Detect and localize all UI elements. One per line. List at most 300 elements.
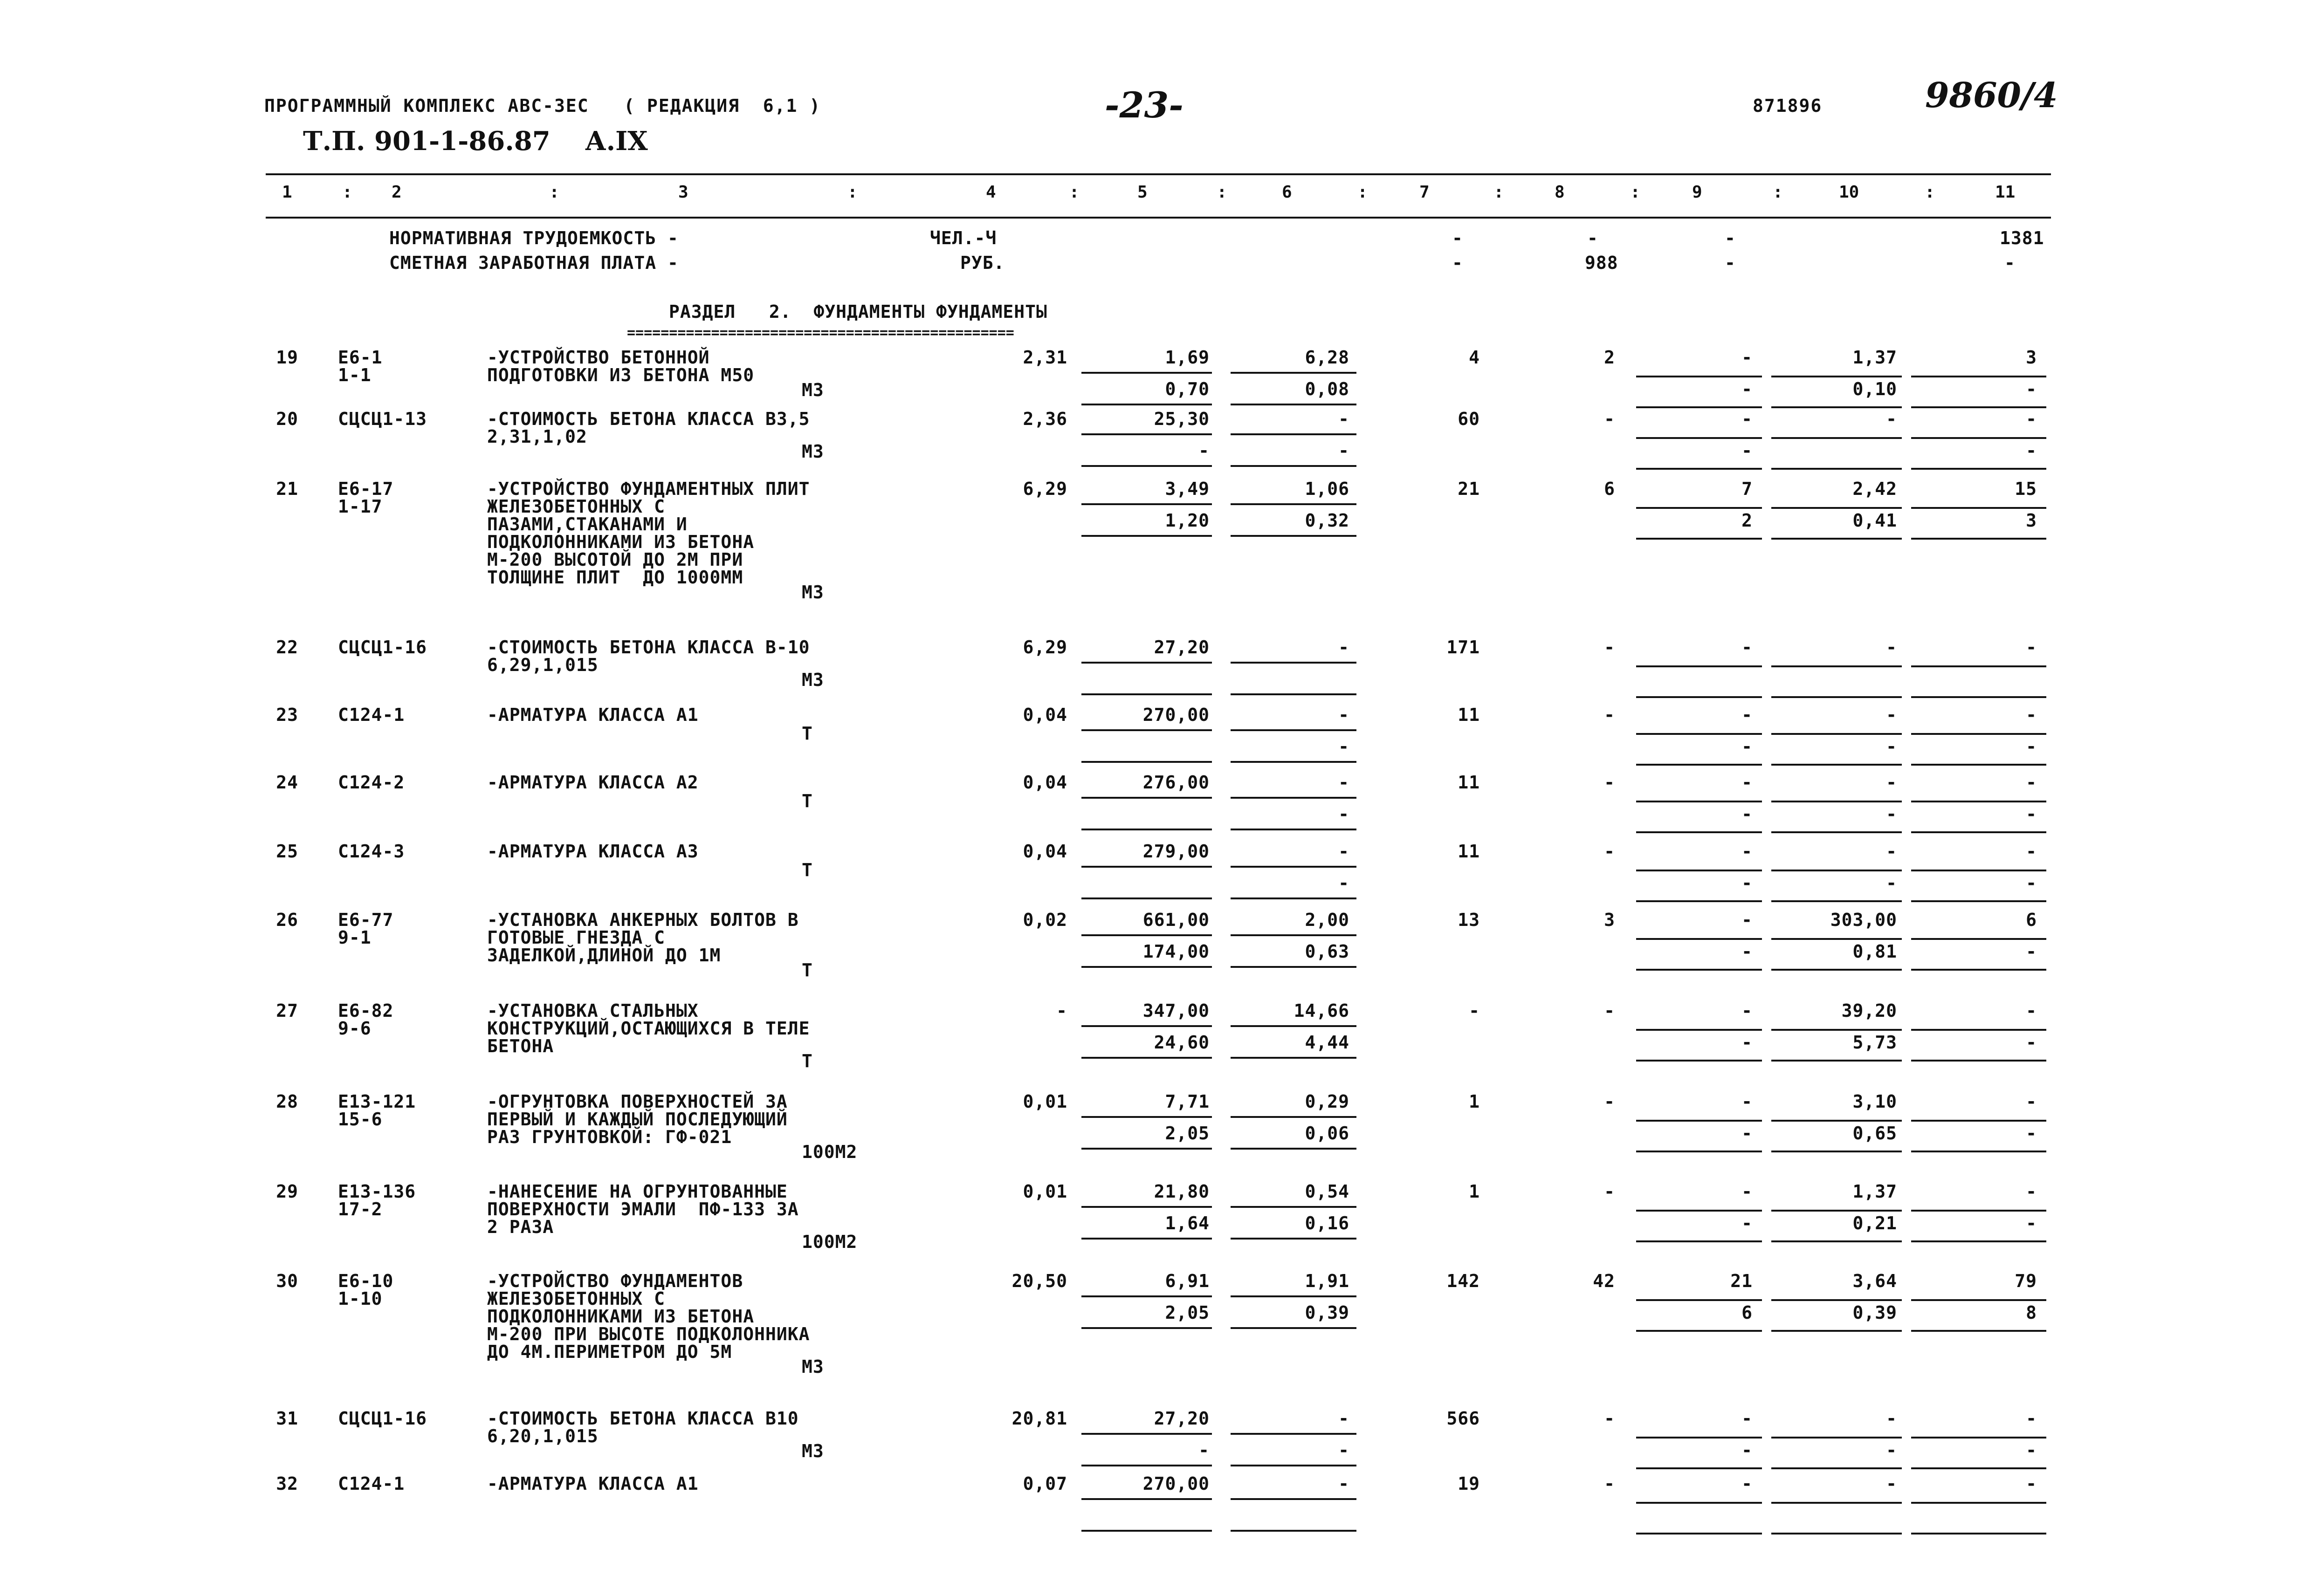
row-total-wage: 42 — [1593, 1271, 1615, 1291]
row-unit-price: 3,49 — [1165, 479, 1210, 499]
section-title: РАЗДЕЛ 2. ФУНДАМЕНТЫ ФУНДАМЕНТЫ — [669, 301, 1047, 322]
row-labor-total-second: - — [2026, 1123, 2037, 1144]
machine-divider-lower — [1636, 406, 1762, 408]
wage-divider-lower — [1231, 1530, 1356, 1532]
program-title: ПРОГРАММНЫЙ КОМПЛЕКС АВС-ЗЕС ( РЕДАКЦИЯ 6,1 ) — [264, 96, 821, 116]
labor-divider-lower — [1771, 696, 1902, 698]
row-number: 22 — [276, 637, 298, 658]
labor-total-divider-lower — [1911, 696, 2046, 698]
row-machine-second: - — [1741, 1123, 1753, 1144]
labor-total-divider-lower — [1911, 1240, 2046, 1242]
price-divider — [1081, 1295, 1212, 1297]
row-quantity: 6,29 — [1023, 479, 1067, 499]
row-total-wage: - — [1604, 841, 1615, 862]
row-labor-unit: 2,42 — [1852, 479, 1897, 499]
labor-divider — [1771, 801, 1902, 802]
labor-divider-lower — [1771, 831, 1902, 833]
price-divider-lower — [1081, 1465, 1212, 1466]
price-divider-lower — [1081, 1327, 1212, 1329]
column-number-7: 7 — [1419, 183, 1430, 202]
row-description: БЕТОНА — [487, 1036, 554, 1056]
column-separator: : — [1069, 183, 1080, 202]
price-divider — [1081, 934, 1212, 936]
machine-divider-lower — [1636, 538, 1762, 540]
machine-divider-lower — [1636, 1240, 1762, 1242]
column-separator: : — [1773, 183, 1783, 202]
row-labor-total: - — [2026, 1091, 2037, 1112]
row-description: -УСТРОЙСТВО ФУНДАМЕНТНЫХ ПЛИТ — [487, 479, 810, 499]
column-number-11: 11 — [1995, 183, 2016, 202]
row-unit-price: 25,30 — [1154, 409, 1210, 429]
labor-divider-lower — [1771, 1151, 1902, 1152]
row-total-cost: 13 — [1458, 910, 1480, 930]
row-machine-cost: - — [1741, 1408, 1753, 1429]
row-description: -НАНЕСЕНИЕ НА ОГРУНТОВАННЫЕ — [487, 1181, 788, 1202]
row-machine-second: 6 — [1741, 1302, 1753, 1323]
column-separator: : — [847, 183, 858, 202]
row-description: ТОЛЩИНЕ ПЛИТ ДО 1000ММ — [487, 567, 743, 588]
row-machine-cost: - — [1741, 409, 1753, 429]
labor-divider-lower — [1771, 1330, 1902, 1332]
labor-total-divider — [1911, 1299, 2046, 1301]
labor-unit: ЧЕЛ.-Ч — [930, 228, 997, 248]
row-code: С124-1 — [338, 1473, 405, 1494]
row-total-cost: 11 — [1458, 772, 1480, 793]
row-labor-unit-second: 0,39 — [1852, 1302, 1897, 1323]
wage-divider — [1231, 1025, 1356, 1027]
row-total-wage: 6 — [1604, 479, 1615, 499]
labor-divider-lower — [1771, 468, 1902, 470]
row-description: -СТОИМОСТЬ БЕТОНА КЛАССА В3,5 — [487, 409, 810, 429]
row-unit: Т — [802, 960, 813, 980]
wage-divider — [1231, 866, 1356, 868]
wage-c11: - — [2004, 253, 2016, 273]
row-labor-unit-second: - — [1886, 873, 1897, 893]
row-total-cost: 1 — [1469, 1181, 1480, 1202]
row-wage-price-second: - — [1338, 736, 1349, 757]
row-labor-total-second: - — [2026, 1440, 2037, 1460]
row-labor-unit: 1,37 — [1852, 1181, 1897, 1202]
row-unit-price: 6,91 — [1165, 1271, 1210, 1291]
wage-divider — [1231, 797, 1356, 799]
row-code-sub: 1-10 — [338, 1288, 383, 1309]
row-unit: 100М2 — [802, 1142, 858, 1162]
row-machine-cost: - — [1741, 1181, 1753, 1202]
row-unit: Т — [802, 1051, 813, 1071]
row-labor-unit: - — [1886, 1473, 1897, 1494]
labor-divider — [1771, 1120, 1902, 1122]
row-unit-price-second: 1,20 — [1165, 510, 1210, 531]
price-divider — [1081, 1433, 1212, 1435]
column-separator: : — [549, 183, 559, 202]
price-divider-lower — [1081, 404, 1212, 405]
row-machine-cost: - — [1741, 347, 1753, 368]
row-wage-price: 0,29 — [1305, 1091, 1349, 1112]
row-total-wage: - — [1604, 1000, 1615, 1021]
labor-total-divider — [1911, 801, 2046, 802]
row-machine-second: - — [1741, 941, 1753, 962]
row-labor-unit: - — [1886, 637, 1897, 658]
row-total-wage: - — [1604, 705, 1615, 725]
row-description: -УСТРОЙСТВО ФУНДАМЕНТОВ — [487, 1271, 743, 1291]
row-description: ДО 4М.ПЕРИМЕТРОМ ДО 5М — [487, 1342, 732, 1362]
row-labor-unit-second: - — [1886, 736, 1897, 757]
document-code: 871896 — [1753, 96, 1823, 116]
row-code: Е6-82 — [338, 1000, 394, 1021]
row-number: 20 — [276, 409, 298, 429]
row-total-cost: 142 — [1446, 1271, 1480, 1291]
row-description: М-200 ВЫСОТОЙ ДО 2М ПРИ — [487, 549, 743, 570]
row-labor-unit: - — [1886, 841, 1897, 862]
row-machine-second: - — [1741, 440, 1753, 461]
row-code: С124-1 — [338, 705, 405, 725]
price-divider-lower — [1081, 829, 1212, 830]
row-labor-unit: 3,64 — [1852, 1271, 1897, 1291]
row-total-wage: - — [1604, 409, 1615, 429]
row-total-wage: - — [1604, 1473, 1615, 1494]
row-code: СЦСЦ1-13 — [338, 409, 427, 429]
row-description: -УСТРОЙСТВО БЕТОННОЙ — [487, 347, 710, 368]
row-wage-price: - — [1338, 705, 1349, 725]
labor-total-divider-lower — [1911, 1060, 2046, 1062]
machine-divider — [1636, 801, 1762, 802]
labor-total-divider — [1911, 507, 2046, 509]
row-machine-cost: - — [1741, 637, 1753, 658]
labor-total-divider — [1911, 1210, 2046, 1212]
row-quantity: 0,01 — [1023, 1181, 1067, 1202]
row-total-wage: 3 — [1604, 910, 1615, 930]
row-machine-second: - — [1741, 1440, 1753, 1460]
row-description: -УСТАНОВКА СТАЛЬНЫХ — [487, 1000, 699, 1021]
machine-divider-lower — [1636, 764, 1762, 766]
row-wage-price: - — [1338, 1408, 1349, 1429]
price-divider — [1081, 1025, 1212, 1027]
labor-total-divider — [1911, 1029, 2046, 1031]
row-wage-price-second: 0,32 — [1305, 510, 1349, 531]
row-code: СЦСЦ1-16 — [338, 637, 427, 658]
row-labor-total-second: - — [2026, 1213, 2037, 1233]
row-wage-price: 0,54 — [1305, 1181, 1349, 1202]
row-quantity: 20,50 — [1012, 1271, 1067, 1291]
row-unit-price-second: 174,00 — [1142, 941, 1210, 962]
row-total-cost: 171 — [1446, 637, 1480, 658]
row-machine-second: - — [1741, 873, 1753, 893]
row-description: ЗАДЕЛКОЙ,ДЛИНОЙ ДО 1М — [487, 945, 721, 966]
row-wage-price: - — [1338, 1473, 1349, 1494]
row-labor-unit-second: 0,81 — [1852, 941, 1897, 962]
row-labor-total: - — [2026, 1473, 2037, 1494]
machine-divider — [1636, 1029, 1762, 1031]
row-total-cost: - — [1469, 1000, 1480, 1021]
row-description: -СТОИМОСТЬ БЕТОНА КЛАССА В10 — [487, 1408, 799, 1429]
column-separator: : — [1925, 183, 1935, 202]
row-description: -АРМАТУРА КЛАССА А1 — [487, 1473, 699, 1494]
row-description: ПОВЕРХНОСТИ ЭМАЛИ ПФ-133 ЗА — [487, 1199, 799, 1219]
row-description: ГОТОВЫЕ ГНЕЗДА С — [487, 927, 666, 948]
row-labor-unit: - — [1886, 1408, 1897, 1429]
labor-divider — [1771, 1437, 1902, 1438]
row-number: 24 — [276, 772, 298, 793]
row-unit-price: 7,71 — [1165, 1091, 1210, 1112]
row-code: Е13-121 — [338, 1091, 416, 1112]
row-total-cost: 21 — [1458, 479, 1480, 499]
wage-divider — [1231, 662, 1356, 664]
labor-divider — [1771, 437, 1902, 439]
labor-total-divider-lower — [1911, 1533, 2046, 1534]
row-wage-price-second: 0,63 — [1305, 941, 1349, 962]
labor-divider — [1771, 733, 1902, 735]
row-labor-total-second: - — [2026, 804, 2037, 824]
row-code-sub: 9-6 — [338, 1018, 372, 1039]
header-bottom-rule — [266, 217, 2051, 219]
column-number-8: 8 — [1555, 183, 1565, 202]
row-wage-price: 1,91 — [1305, 1271, 1349, 1291]
wage-divider — [1231, 1295, 1356, 1297]
wage-divider-lower — [1231, 1057, 1356, 1059]
row-labor-unit: 39,20 — [1841, 1000, 1897, 1021]
row-machine-cost: - — [1741, 705, 1753, 725]
header-top-rule — [266, 173, 2051, 175]
row-total-cost: 60 — [1458, 409, 1480, 429]
column-separator: : — [1630, 183, 1640, 202]
row-code: Е6-17 — [338, 479, 394, 499]
wage-divider — [1231, 372, 1356, 374]
row-quantity: 20,81 — [1012, 1408, 1067, 1429]
wage-divider-lower — [1231, 535, 1356, 537]
machine-divider — [1636, 870, 1762, 871]
row-description: -ОГРУНТОВКА ПОВЕРХНОСТЕЙ ЗА — [487, 1091, 788, 1112]
row-quantity: 0,02 — [1023, 910, 1067, 930]
row-code: СЦСЦ1-16 — [338, 1408, 427, 1429]
labor-divider — [1771, 938, 1902, 940]
row-total-wage: - — [1604, 637, 1615, 658]
wage-divider-lower — [1231, 1327, 1356, 1329]
row-machine-cost: - — [1741, 1000, 1753, 1021]
row-quantity: 0,04 — [1023, 772, 1067, 793]
price-divider-lower — [1081, 535, 1212, 537]
labor-c9: - — [1725, 228, 1736, 248]
row-machine-cost: - — [1741, 1473, 1753, 1494]
row-quantity: 2,31 — [1023, 347, 1067, 368]
labor-divider — [1771, 1502, 1902, 1504]
column-separator: : — [1217, 183, 1227, 202]
machine-divider — [1636, 507, 1762, 509]
row-unit: М3 — [802, 670, 824, 690]
row-quantity: 0,04 — [1023, 705, 1067, 725]
labor-divider-lower — [1771, 1467, 1902, 1469]
project-code: Т.П. 901-1-86.87 — [303, 126, 550, 157]
column-number-4: 4 — [986, 183, 996, 202]
labor-divider-lower — [1771, 1060, 1902, 1062]
row-code-sub: 15-6 — [338, 1109, 383, 1130]
row-labor-unit-second: 0,41 — [1852, 510, 1897, 531]
row-unit-price-second: - — [1198, 1440, 1210, 1460]
row-number: 29 — [276, 1181, 298, 1202]
row-description: ПЕРВЫЙ И КАЖДЫЙ ПОСЛЕДУЮЩИЙ — [487, 1109, 788, 1130]
row-total-cost: 566 — [1446, 1408, 1480, 1429]
labor-divider — [1771, 1299, 1902, 1301]
wage-divider — [1231, 1498, 1356, 1500]
labor-total-divider — [1911, 437, 2046, 439]
labor-divider — [1771, 376, 1902, 377]
wage-divider-lower — [1231, 897, 1356, 899]
row-labor-total: - — [2026, 1000, 2037, 1021]
row-number: 25 — [276, 841, 298, 862]
labor-total-divider-lower — [1911, 406, 2046, 408]
labor-divider — [1771, 870, 1902, 871]
row-unit-price-second: 0,70 — [1165, 379, 1210, 399]
labor-divider — [1771, 507, 1902, 509]
page-number: -23- — [1105, 84, 1184, 126]
labor-divider-lower — [1771, 969, 1902, 971]
row-labor-unit-second: 0,21 — [1852, 1213, 1897, 1233]
row-description: 6,29,1,015 — [487, 655, 599, 675]
machine-divider — [1636, 1120, 1762, 1122]
row-number: 27 — [276, 1000, 298, 1021]
labor-divider-lower — [1771, 538, 1902, 540]
column-separator: : — [1493, 183, 1504, 202]
row-labor-unit-second: - — [1886, 804, 1897, 824]
row-machine-cost: - — [1741, 841, 1753, 862]
machine-divider — [1636, 1299, 1762, 1301]
row-quantity: 6,29 — [1023, 637, 1067, 658]
row-labor-total-second: - — [2026, 941, 2037, 962]
row-wage-price-second: 0,08 — [1305, 379, 1349, 399]
machine-divider — [1636, 1210, 1762, 1212]
row-description: -СТОИМОСТЬ БЕТОНА КЛАССА В-10 — [487, 637, 810, 658]
row-description: ПОДГОТОВКИ ИЗ БЕТОНА М50 — [487, 365, 755, 385]
wage-divider-lower — [1231, 1148, 1356, 1150]
machine-divider — [1636, 376, 1762, 377]
row-code: Е13-136 — [338, 1181, 416, 1202]
row-labor-unit: - — [1886, 409, 1897, 429]
row-code-sub: 9-1 — [338, 927, 372, 948]
row-unit: М3 — [802, 1356, 824, 1377]
wage-divider-lower — [1231, 1238, 1356, 1240]
machine-divider-lower — [1636, 831, 1762, 833]
column-number-3: 3 — [678, 183, 688, 202]
row-number: 19 — [276, 347, 298, 368]
row-wage-price: - — [1338, 772, 1349, 793]
price-divider-lower — [1081, 897, 1212, 899]
wage-divider-lower — [1231, 829, 1356, 830]
row-wage-price-second: 0,16 — [1305, 1213, 1349, 1233]
row-unit-price: 279,00 — [1142, 841, 1210, 862]
row-number: 23 — [276, 705, 298, 725]
price-divider — [1081, 797, 1212, 799]
row-labor-unit: 3,10 — [1852, 1091, 1897, 1112]
row-labor-total: 15 — [2015, 479, 2037, 499]
machine-divider-lower — [1636, 1533, 1762, 1534]
labor-total-divider — [1911, 938, 2046, 940]
price-divider-lower — [1081, 1148, 1212, 1150]
row-total-cost: 1 — [1469, 1091, 1480, 1112]
row-quantity: 0,04 — [1023, 841, 1067, 862]
row-description: РАЗ ГРУНТОВКОЙ: ГФ-021 — [487, 1127, 732, 1147]
column-number-1: 1 — [282, 183, 292, 202]
row-wage-price-second: 4,44 — [1305, 1032, 1349, 1053]
row-total-wage: - — [1604, 1408, 1615, 1429]
row-quantity: - — [1056, 1000, 1067, 1021]
row-wage-price-second: - — [1338, 804, 1349, 824]
price-divider-lower — [1081, 693, 1212, 695]
machine-divider-lower — [1636, 1151, 1762, 1152]
column-separator: : — [1357, 183, 1368, 202]
labor-c8: - — [1587, 228, 1598, 248]
row-description: КОНСТРУКЦИЙ,ОСТАЮЩИХСЯ В ТЕЛЕ — [487, 1018, 810, 1039]
price-divider-lower — [1081, 966, 1212, 968]
machine-divider — [1636, 1437, 1762, 1438]
machine-divider-lower — [1636, 969, 1762, 971]
row-unit-price-second: - — [1198, 440, 1210, 461]
row-machine-cost: 7 — [1741, 479, 1753, 499]
labor-divider — [1771, 1210, 1902, 1212]
column-number-5: 5 — [1137, 183, 1148, 202]
row-total-wage: - — [1604, 1091, 1615, 1112]
wage-divider-lower — [1231, 966, 1356, 968]
machine-divider — [1636, 437, 1762, 439]
row-labor-unit: - — [1886, 772, 1897, 793]
row-labor-total-second: - — [2026, 1032, 2037, 1053]
row-unit-price-second: 2,05 — [1165, 1302, 1210, 1323]
wage-divider — [1231, 433, 1356, 435]
row-wage-price: - — [1338, 409, 1349, 429]
price-divider — [1081, 433, 1212, 435]
wage-c8: 988 — [1585, 253, 1618, 273]
row-labor-total: 3 — [2026, 347, 2037, 368]
row-labor-total-second: 3 — [2026, 510, 2037, 531]
row-labor-total: - — [2026, 1408, 2037, 1429]
section-underline: ============================================== — [627, 325, 1014, 341]
row-code: Е6-77 — [338, 910, 394, 930]
machine-divider-lower — [1636, 696, 1762, 698]
price-divider-lower — [1081, 761, 1212, 763]
row-quantity: 2,36 — [1023, 409, 1067, 429]
row-unit-price-second: 2,05 — [1165, 1123, 1210, 1144]
row-unit-price: 347,00 — [1142, 1000, 1210, 1021]
row-description: 2,31,1,02 — [487, 426, 587, 447]
row-machine-second: 2 — [1741, 510, 1753, 531]
row-description: 6,20,1,015 — [487, 1426, 599, 1446]
wage-divider-lower — [1231, 693, 1356, 695]
wage-divider — [1231, 1433, 1356, 1435]
row-labor-total: - — [2026, 772, 2037, 793]
labor-total-divider-lower — [1911, 900, 2046, 902]
machine-divider — [1636, 938, 1762, 940]
row-labor-total: - — [2026, 705, 2037, 725]
machine-divider-lower — [1636, 1060, 1762, 1062]
row-labor-total-second: 8 — [2026, 1302, 2037, 1323]
row-total-cost: 19 — [1458, 1473, 1480, 1494]
labor-total-divider — [1911, 1437, 2046, 1438]
row-machine-cost: - — [1741, 910, 1753, 930]
row-wage-price: - — [1338, 841, 1349, 862]
row-unit-price: 21,80 — [1154, 1181, 1210, 1202]
wage-divider-lower — [1231, 465, 1356, 467]
row-unit-price-second: 1,64 — [1165, 1213, 1210, 1233]
row-wage-price: 1,06 — [1305, 479, 1349, 499]
wage-divider — [1231, 1206, 1356, 1208]
row-unit-price: 270,00 — [1142, 705, 1210, 725]
column-number-10: 10 — [1839, 183, 1859, 202]
row-labor-total-second: - — [2026, 873, 2037, 893]
row-total-wage: - — [1604, 1181, 1615, 1202]
labor-divider-lower — [1771, 1533, 1902, 1534]
row-wage-price: 6,28 — [1305, 347, 1349, 368]
row-wage-price-second: - — [1338, 873, 1349, 893]
labor-total-divider-lower — [1911, 764, 2046, 766]
row-labor-total-second: - — [2026, 440, 2037, 461]
